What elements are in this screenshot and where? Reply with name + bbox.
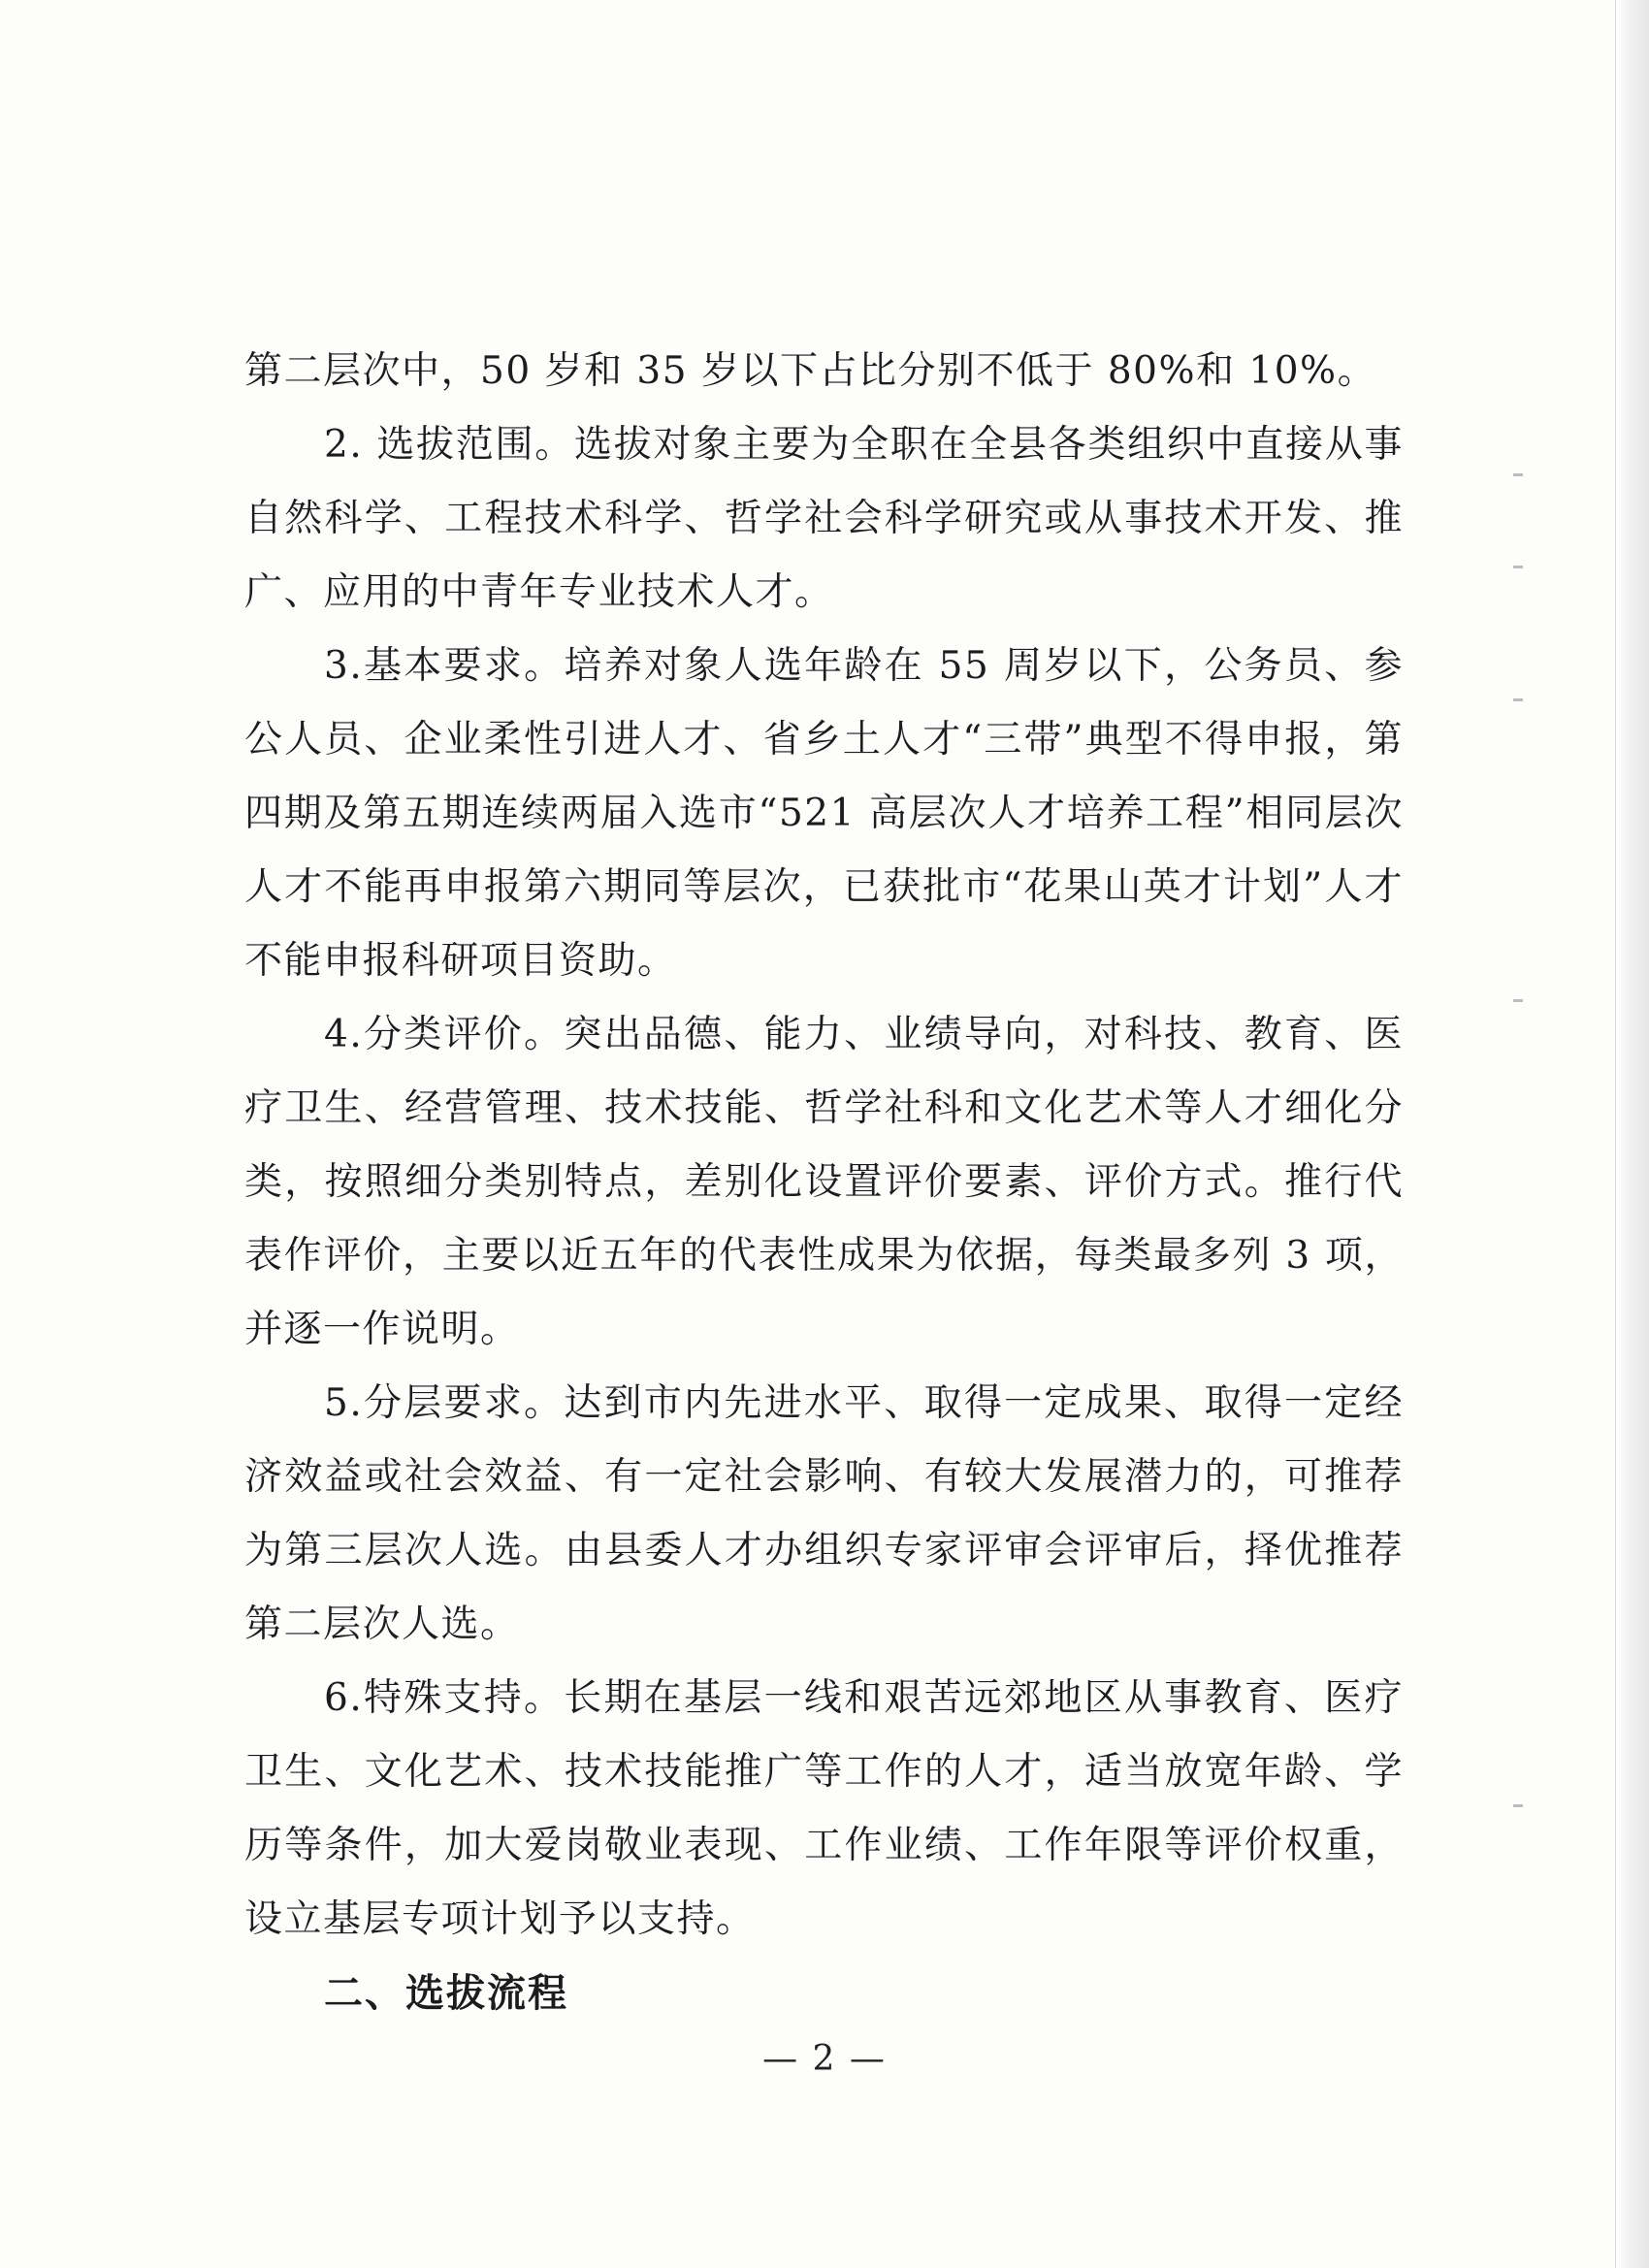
paragraph-continuation: 第二层次中，50 岁和 35 岁以下占比分别不低于 80%和 10%。 <box>244 349 1377 393</box>
paragraph-tiered-requirements: 5.分层要求。达到市内先进水平、取得一定成果、取得一定经济效益或社会效益、有一定社会影响、有较大发展潜力的，可推荐为第三层次人选。由县委人才办组织专家评审会评审后，择优推荐第二层次人选。 <box>244 1381 1404 1646</box>
page-number: — 2 — <box>762 2039 887 2079</box>
scan-mark <box>1513 698 1523 701</box>
scan-edge-shadow <box>1615 0 1649 2268</box>
scan-mark <box>1513 566 1523 568</box>
paragraph-special-support: 6.特殊支持。长期在基层一线和艰苦远郊地区从事教育、医疗卫生、文化艺术、技术技能推广等工作的人才，适当放宽年龄、学历等条件，加大爱岗敬业表现、工作业绩、工作年限等评价权重，设立基层专项计划予以支持。 <box>244 1676 1404 1941</box>
paragraph-basic-requirements: 3.基本要求。培养对象人选年龄在 55 周岁以下，公务员、参公人员、企业柔性引进人才、省乡土人才“三带”典型不得申报，第四期及第五期连续两届入选市“521 高层次人才培养工程”相同层次人才不能再申报第六期同等层次，已获批市“花果山英才计划”人才不能申报科研项目资助。 <box>244 644 1404 983</box>
scan-mark <box>1513 473 1523 476</box>
paragraph-classified-evaluation: 4.分类评价。突出品德、能力、业绩导向，对科技、教育、医疗卫生、经营管理、技术技能、哲学社科和文化艺术等人才细化分类，按照细分类别特点，差别化设置评价要素、评价方式。推行代表作评价，主要以近五年的代表性成果为依据，每类最多列 3 项，并逐一作说明。 <box>244 1013 1404 1351</box>
paragraph-selection-scope: 2. 选拔范围。选拔对象主要为全职在全县各类组织中直接从事自然科学、工程技术科学、哲学社会科学研究或从事技术开发、推广、应用的中青年专业技术人才。 <box>244 423 1404 614</box>
scan-mark <box>1513 999 1523 1002</box>
scan-mark <box>1513 1804 1523 1807</box>
document-body <box>244 335 1404 2030</box>
section-heading-selection-process: 二、选拔流程 <box>324 1971 568 2016</box>
